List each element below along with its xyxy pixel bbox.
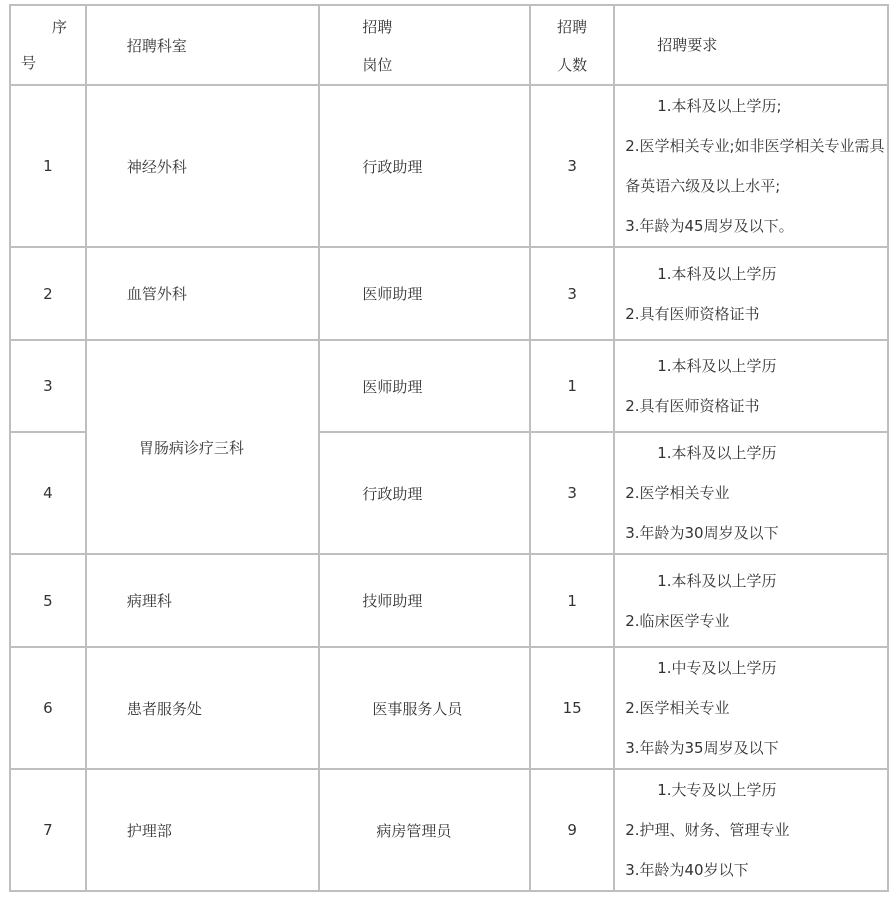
row-post: 技师助理 xyxy=(319,554,530,647)
row-post: 行政助理 xyxy=(319,432,530,554)
row-count: 3 xyxy=(530,247,614,340)
row-post: 医事服务人员 xyxy=(319,647,530,769)
row-post: 行政助理 xyxy=(319,85,530,247)
row-dept: 护理部 xyxy=(86,769,319,891)
row-no: 5 xyxy=(10,554,86,647)
row-req: 1.本科及以上学历 2.具有医师资格证书 xyxy=(614,247,888,340)
row-dept: 病理科 xyxy=(86,554,319,647)
row-count: 3 xyxy=(530,432,614,554)
row-post: 病房管理员 xyxy=(319,769,530,891)
header-dept: 招聘科室 xyxy=(86,5,319,85)
row-post: 医师助理 xyxy=(319,247,530,340)
table-row xyxy=(10,340,888,432)
row-req: 1.大专及以上学历 2.护理、财务、管理专业 3.年龄为40岁以下 xyxy=(614,769,888,891)
row-req: 1.本科及以上学历 2.医学相关专业 3.年龄为30周岁及以下 xyxy=(614,432,888,554)
table-row xyxy=(10,247,888,340)
row-count: 1 xyxy=(530,340,614,432)
table-row xyxy=(10,769,888,891)
row-count: 3 xyxy=(530,85,614,247)
row-req: 1.本科及以上学历; 2.医学相关专业;如非医学相关专业需具 备英语六级及以上水平; 3.年龄为45周岁及以下。 xyxy=(614,85,888,247)
row-no: 7 xyxy=(10,769,86,891)
table-row xyxy=(10,554,888,647)
header-row xyxy=(10,5,888,85)
row-no: 4 xyxy=(10,432,86,554)
table-row xyxy=(10,85,888,247)
header-no: 序 号 xyxy=(10,5,86,85)
row-count: 1 xyxy=(530,554,614,647)
row-post: 医师助理 xyxy=(319,340,530,432)
header-count: 招聘 人数 xyxy=(530,5,614,85)
table-row xyxy=(10,647,888,769)
row-dept: 患者服务处 xyxy=(86,647,319,769)
row-no: 2 xyxy=(10,247,86,340)
row-no: 1 xyxy=(10,85,86,247)
row-no: 6 xyxy=(10,647,86,769)
row-req: 1.本科及以上学历 2.临床医学专业 xyxy=(614,554,888,647)
row-count: 15 xyxy=(530,647,614,769)
row-dept: 血管外科 xyxy=(86,247,319,340)
row-req: 1.本科及以上学历 2.具有医师资格证书 xyxy=(614,340,888,432)
recruitment-table xyxy=(9,4,889,892)
row-count: 9 xyxy=(530,769,614,891)
row-no: 3 xyxy=(10,340,86,432)
row-dept: 神经外科 xyxy=(86,85,319,247)
row-dept-merged: 胃肠病诊疗三科 xyxy=(86,340,319,554)
header-req: 招聘要求 xyxy=(614,5,888,85)
row-req: 1.中专及以上学历 2.医学相关专业 3.年龄为35周岁及以下 xyxy=(614,647,888,769)
header-post: 招聘 岗位 xyxy=(319,5,530,85)
